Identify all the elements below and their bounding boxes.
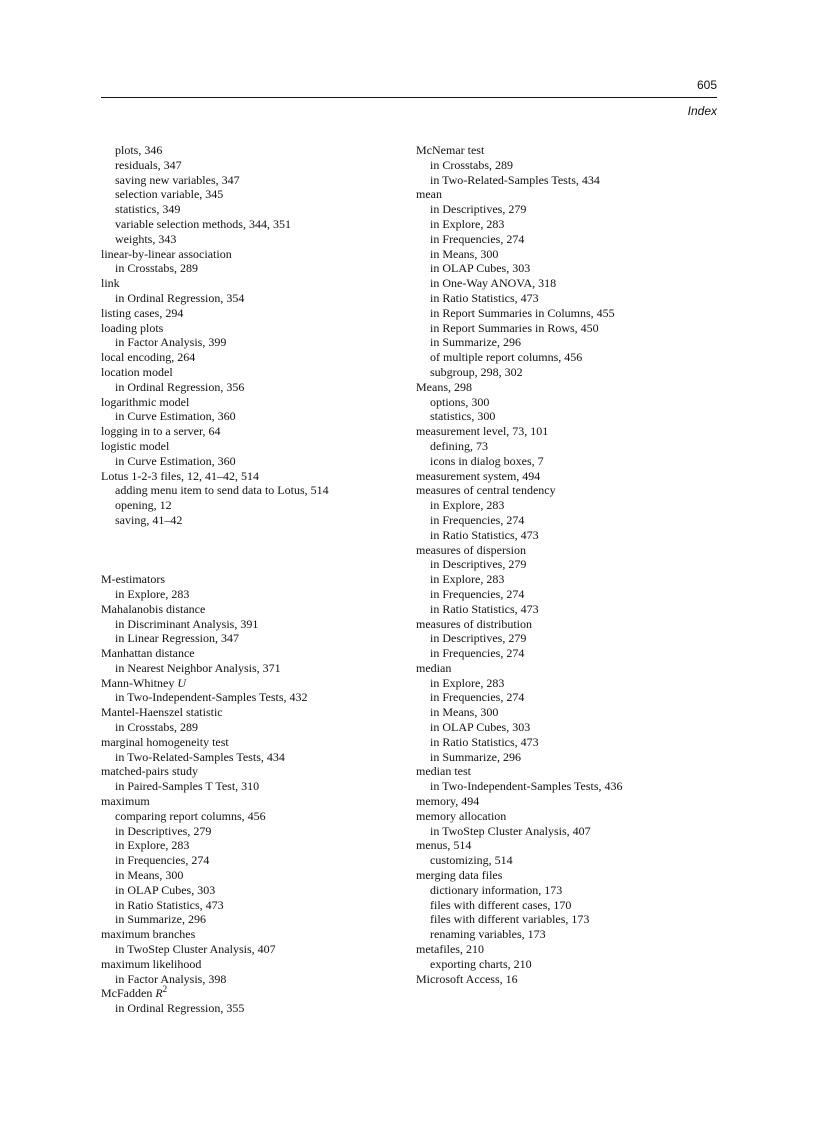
entry-text: in Nearest Neighbor Analysis, 371 [115, 660, 281, 675]
index-entry [101, 705, 401, 720]
entry-text: Mantel-Haenszel statistic [101, 705, 223, 720]
index-subentry [416, 853, 716, 868]
index-subentry [416, 735, 716, 750]
index-subentry [416, 631, 716, 646]
entry-text: maximum [101, 794, 150, 809]
index-subentry [101, 661, 401, 676]
index-entry [101, 646, 401, 661]
entry-text: Means, 298 [416, 379, 472, 394]
index-subentry [416, 557, 716, 572]
entry-text: marginal homogeneity test [101, 734, 229, 749]
index-subentry [101, 824, 401, 839]
index-column-right [416, 143, 716, 986]
index-subentry [101, 838, 401, 853]
entry-text: matched-pairs study [101, 764, 198, 779]
index-subentry [416, 247, 716, 262]
entry-text: Lotus 1-2-3 files, 12, 41–42, 514 [101, 468, 259, 483]
index-entry [416, 764, 716, 779]
index-entry [416, 868, 716, 883]
entry-text: in Descriptives, 279 [430, 202, 527, 217]
index-subentry [416, 158, 716, 173]
index-subentry [101, 187, 401, 202]
index-subentry [416, 454, 716, 469]
entry-text: measurement system, 494 [416, 468, 541, 483]
page-number: 605 [696, 78, 717, 92]
index-subentry [416, 291, 716, 306]
index-entry [101, 306, 401, 321]
entry-text: plots, 346 [115, 143, 163, 157]
entry-text: in Two-Related-Samples Tests, 434 [115, 749, 285, 764]
index-entry [416, 794, 716, 809]
index-entry [101, 986, 401, 1001]
entry-text: in Explore, 283 [430, 675, 505, 690]
index-subentry [416, 824, 716, 839]
index-entry [101, 764, 401, 779]
entry-text: M-estimators [101, 572, 165, 587]
entry-text: in TwoStep Cluster Analysis, 407 [430, 823, 591, 838]
index-entry [101, 247, 401, 262]
index-entry [101, 957, 401, 972]
index-entry [416, 483, 716, 498]
entry-text: in Ratio Statistics, 473 [430, 527, 539, 542]
index-subentry [416, 750, 716, 765]
index-subentry [101, 720, 401, 735]
index-subentry [416, 350, 716, 365]
index-entry [101, 676, 401, 691]
entry-text: in One-Way ANOVA, 318 [430, 276, 557, 291]
entry-text: in Explore, 283 [430, 216, 505, 231]
entry-text: linear-by-linear association [101, 246, 232, 261]
entry-text: in Summarize, 296 [115, 912, 206, 927]
index-subentry [101, 217, 401, 232]
entry-text: measures of distribution [416, 616, 532, 631]
index-subentry [416, 335, 716, 350]
entry-text: renaming variables, 173 [430, 927, 546, 942]
index-subentry [416, 232, 716, 247]
index-subentry [416, 883, 716, 898]
entry-text: icons in dialog boxes, 7 [430, 453, 544, 468]
header-rule [101, 97, 717, 98]
entry-text: dictionary information, 173 [430, 882, 563, 897]
index-subentry [416, 513, 716, 528]
entry-text: in Two-Independent-Samples Tests, 436 [430, 779, 623, 794]
entry-text: in Ordinal Regression, 355 [115, 1001, 245, 1016]
entry-text: in Curve Estimation, 360 [115, 453, 236, 468]
entry-text: in Explore, 283 [430, 572, 505, 587]
entry-text: in Means, 300 [115, 868, 184, 883]
entry-text: in Two-Independent-Samples Tests, 432 [115, 690, 308, 705]
letter-group-gap [101, 528, 401, 572]
index-subentry [416, 202, 716, 217]
entry-text: in Descriptives, 279 [430, 557, 527, 572]
index-entry [101, 439, 401, 454]
entry-text: defining, 73 [430, 438, 488, 453]
entry-text: statistics, 349 [115, 202, 181, 217]
entry-text: in OLAP Cubes, 303 [430, 720, 531, 735]
entry-text: statistics, 300 [430, 409, 496, 424]
entry-text: Microsoft Access, 16 [416, 971, 518, 986]
index-subentry [101, 883, 401, 898]
entry-text: options, 300 [430, 394, 490, 409]
index-subentry [416, 690, 716, 705]
index-subentry [101, 868, 401, 883]
entry-text: in Frequencies, 274 [430, 646, 525, 661]
entry-text: in Summarize, 296 [430, 335, 521, 350]
entry-text: logarithmic model [101, 394, 190, 409]
index-subentry [101, 232, 401, 247]
index-subentry [416, 646, 716, 661]
index-subentry [416, 261, 716, 276]
index-entry [416, 543, 716, 558]
index-entry [416, 972, 716, 987]
entry-text: in Paired-Samples T Test, 310 [115, 779, 260, 794]
index-subentry [416, 720, 716, 735]
entry-text: customizing, 514 [430, 853, 513, 868]
entry-text: Mann-Whitney [101, 675, 178, 690]
index-subentry [101, 972, 401, 987]
entry-text: in Frequencies, 274 [115, 853, 210, 868]
entry-text: median test [416, 764, 471, 779]
index-subentry [416, 365, 716, 380]
entry-text: in Frequencies, 274 [430, 231, 525, 246]
entry-text: in Crosstabs, 289 [115, 720, 199, 735]
index-entry [101, 395, 401, 410]
entry-text: in Explore, 283 [430, 498, 505, 513]
entry-text: mean [416, 187, 442, 202]
entry-text: files with different cases, 170 [430, 897, 572, 912]
entry-text: in Frequencies, 274 [430, 690, 525, 705]
index-subentry [416, 439, 716, 454]
entry-text: memory allocation [416, 808, 507, 823]
index-subentry [416, 602, 716, 617]
index-subentry [101, 173, 401, 188]
index-entry [416, 661, 716, 676]
entry-text: in Crosstabs, 289 [430, 157, 514, 172]
entry-text: in Ordinal Regression, 356 [115, 379, 245, 394]
index-subentry [416, 572, 716, 587]
index-subentry [416, 306, 716, 321]
index-subentry [101, 617, 401, 632]
entry-text: measurement level, 73, 101 [416, 424, 549, 439]
index-entry [101, 424, 401, 439]
index-subentry [101, 261, 401, 276]
entry-text: in Frequencies, 274 [430, 512, 525, 527]
entry-text: in TwoStep Cluster Analysis, 407 [115, 942, 276, 957]
entry-text: maximum likelihood [101, 956, 202, 971]
index-subentry [101, 380, 401, 395]
index-subentry [101, 513, 401, 528]
entry-text: measures of central tendency [416, 483, 556, 498]
index-subentry [416, 587, 716, 602]
entry-text: in Linear Regression, 347 [115, 631, 239, 646]
entry-symbol: R [155, 986, 163, 1001]
entry-text: in Ratio Statistics, 473 [115, 897, 224, 912]
entry-text: location model [101, 364, 173, 379]
index-subentry [416, 957, 716, 972]
entry-text: logistic model [101, 438, 170, 453]
entry-text: in Descriptives, 279 [430, 631, 527, 646]
entry-text: in Explore, 283 [115, 586, 190, 601]
index-entry [416, 424, 716, 439]
entry-superscript: 2 [162, 984, 168, 995]
index-subentry [101, 498, 401, 513]
entry-text: in OLAP Cubes, 303 [115, 882, 216, 897]
entry-text: loading plots [101, 320, 164, 335]
entry-text: McNemar test [416, 143, 485, 157]
entry-text: memory, 494 [416, 794, 480, 809]
index-subentry [101, 912, 401, 927]
index-subentry [101, 942, 401, 957]
entry-text: listing cases, 294 [101, 305, 184, 320]
entry-text: files with different variables, 173 [430, 912, 590, 927]
entry-text: metafiles, 210 [416, 942, 484, 957]
entry-symbol: U [177, 675, 186, 690]
index-subentry [101, 143, 401, 158]
entry-text: in Means, 300 [430, 705, 499, 720]
entry-text: in Report Summaries in Rows, 450 [430, 320, 599, 335]
entry-text: in Curve Estimation, 360 [115, 409, 236, 424]
index-subentry [416, 395, 716, 410]
entry-text: in Ordinal Regression, 354 [115, 290, 245, 305]
entry-text: adding menu item to send data to Lotus, 514 [115, 483, 329, 498]
entry-text: in OLAP Cubes, 303 [430, 261, 531, 276]
entry-text: in Factor Analysis, 398 [115, 971, 227, 986]
index-entry [101, 365, 401, 380]
entry-text: variable selection methods, 344, 351 [115, 216, 291, 231]
entry-text: in Report Summaries in Columns, 455 [430, 305, 615, 320]
index-subentry [101, 898, 401, 913]
entry-text: subgroup, 298, 302 [430, 364, 523, 379]
index-subentry [416, 173, 716, 188]
index-subentry [101, 291, 401, 306]
entry-text: saving new variables, 347 [115, 172, 240, 187]
index-subentry [416, 276, 716, 291]
index-subentry [101, 335, 401, 350]
entry-text: in Ratio Statistics, 473 [430, 601, 539, 616]
index-subentry [101, 779, 401, 794]
entry-text: in Discriminant Analysis, 391 [115, 616, 259, 631]
index-subentry [416, 676, 716, 691]
index-subentry [101, 1001, 401, 1016]
index-subentry [416, 927, 716, 942]
entry-text: comparing report columns, 456 [115, 808, 266, 823]
entry-text: median [416, 660, 452, 675]
index-entry [416, 187, 716, 202]
index-entry [101, 927, 401, 942]
index-subentry [101, 409, 401, 424]
index-entry [416, 942, 716, 957]
entry-text: weights, 343 [115, 231, 177, 246]
entry-text: in Two-Related-Samples Tests, 434 [430, 172, 600, 187]
index-entry [416, 143, 716, 158]
entry-text: merging data files [416, 868, 503, 883]
entry-text: maximum branches [101, 927, 196, 942]
index-subentry [101, 202, 401, 217]
index-entry [101, 276, 401, 291]
entry-text: of multiple report columns, 456 [430, 350, 583, 365]
index-subentry [416, 321, 716, 336]
index-entry [416, 469, 716, 484]
entry-text: logging in to a server, 64 [101, 424, 221, 439]
index-subentry [101, 809, 401, 824]
index-entry [416, 380, 716, 395]
index-subentry [416, 528, 716, 543]
index-entry [101, 602, 401, 617]
index-subentry [101, 454, 401, 469]
index-subentry [101, 750, 401, 765]
index-entry [101, 321, 401, 336]
running-head: Index [687, 104, 717, 118]
entry-text: link [101, 276, 120, 291]
index-entry [101, 469, 401, 484]
index-entry [101, 794, 401, 809]
index-entry [101, 350, 401, 365]
entry-text: residuals, 347 [115, 157, 182, 172]
index-entry [101, 572, 401, 587]
entry-text: in Descriptives, 279 [115, 823, 212, 838]
index-subentry [101, 158, 401, 173]
index-subentry [416, 498, 716, 513]
index-subentry [416, 898, 716, 913]
entry-text: in Ratio Statistics, 473 [430, 734, 539, 749]
entry-text: saving, 41–42 [115, 512, 183, 527]
index-subentry [416, 779, 716, 794]
index-subentry [101, 690, 401, 705]
entry-text: in Explore, 283 [115, 838, 190, 853]
entry-text: menus, 514 [416, 838, 472, 853]
index-subentry [101, 631, 401, 646]
entry-text: in Factor Analysis, 399 [115, 335, 227, 350]
index-entry [416, 838, 716, 853]
entry-text: in Ratio Statistics, 473 [430, 290, 539, 305]
index-entry [416, 809, 716, 824]
index-subentry [101, 853, 401, 868]
index-subentry [416, 217, 716, 232]
entry-text: measures of dispersion [416, 542, 526, 557]
index-subentry [416, 912, 716, 927]
entry-text: exporting charts, 210 [430, 956, 532, 971]
entry-text: in Means, 300 [430, 246, 499, 261]
index-entry [101, 735, 401, 750]
entry-text: in Frequencies, 274 [430, 586, 525, 601]
entry-text: in Summarize, 296 [430, 749, 521, 764]
entry-text: Mahalanobis distance [101, 601, 206, 616]
index-column-left [101, 143, 401, 1016]
entry-text: opening, 12 [115, 498, 172, 513]
entry-text: local encoding, 264 [101, 350, 196, 365]
entry-text: Manhattan distance [101, 646, 195, 661]
entry-text: selection variable, 345 [115, 187, 224, 202]
index-subentry [416, 409, 716, 424]
index-subentry [416, 705, 716, 720]
entry-text: in Crosstabs, 289 [115, 261, 199, 276]
index-entry [416, 617, 716, 632]
entry-text: McFadden [101, 986, 156, 1001]
index-subentry [101, 483, 401, 498]
index-subentry [101, 587, 401, 602]
